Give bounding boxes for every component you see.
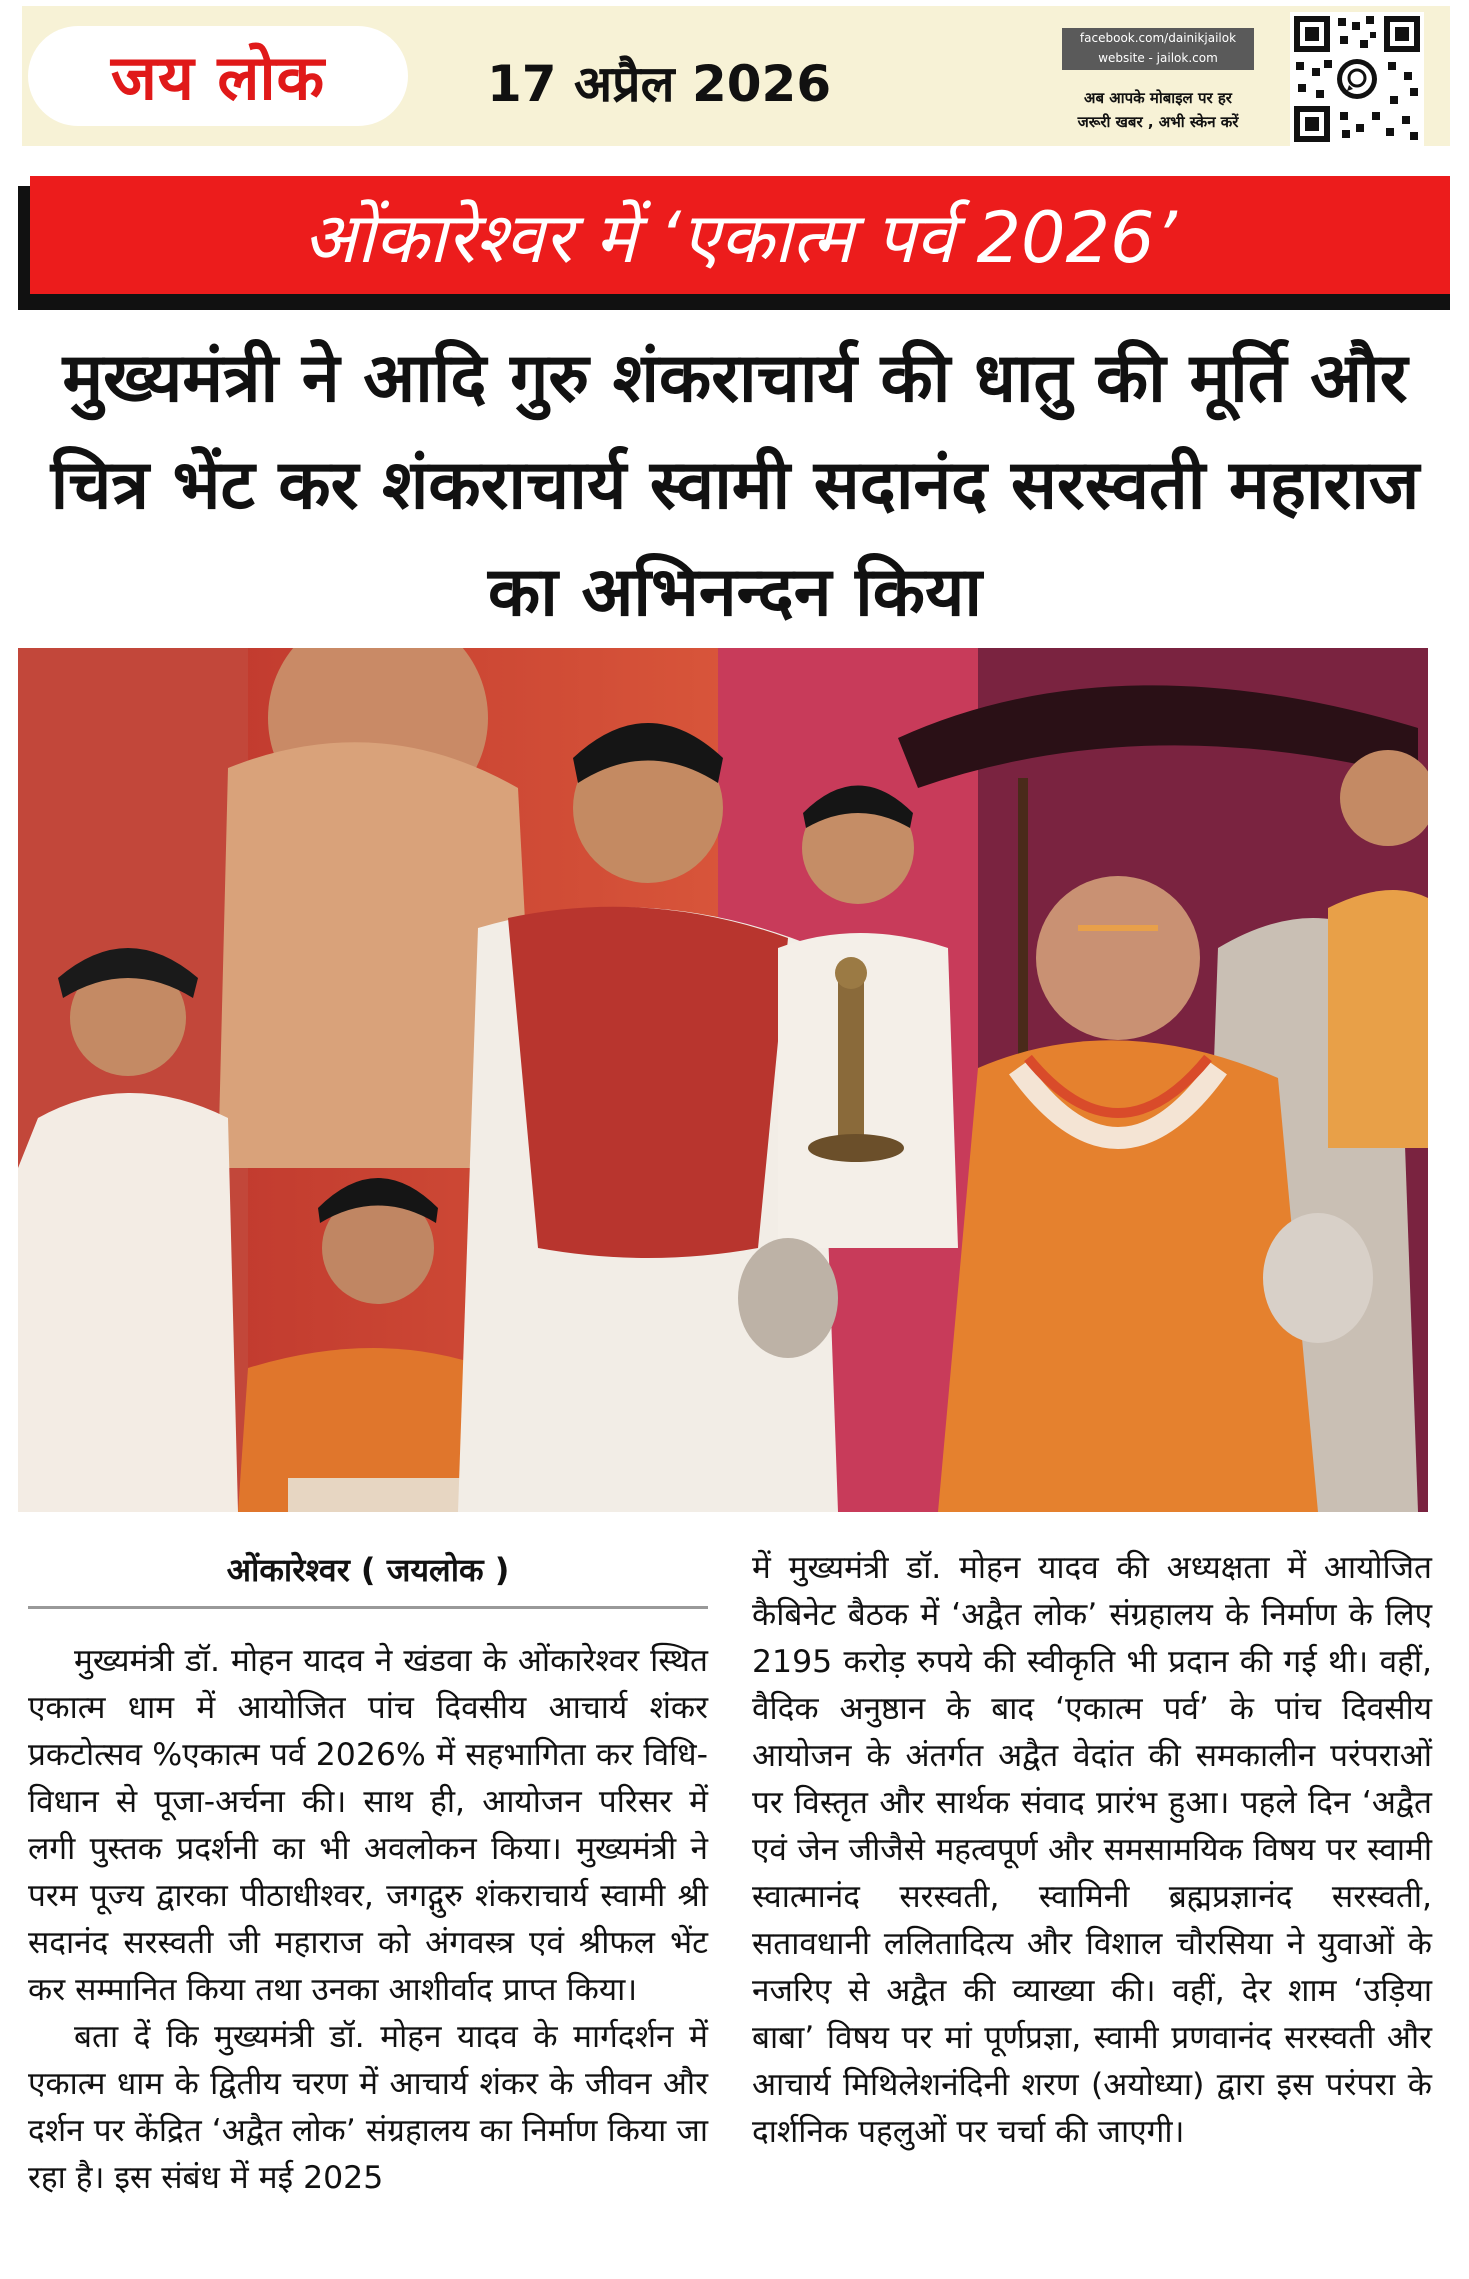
social-links[interactable] <box>1062 28 1254 70</box>
banner-title: ओंकारेश्वर में ‘एकात्म पर्व 2026’ <box>303 197 1177 279</box>
masthead <box>22 6 1450 146</box>
scan-caption-line2: जरूरी खबर , अभी स्केन करें <box>1077 113 1239 131</box>
newspaper-logo[interactable] <box>28 26 408 126</box>
article-paragraph: बता दें कि मुख्यमंत्री डॉ. मोहन यादव के मार्गदर्शन में एकात्म धाम के द्वितीय चरण में आचार्य शंकर के जीवन और दर्शन पर केंद्रित ‘अद्वैत लोक’ संग्रहालय का निर्माण किया जा रहा है। इस संबंध में मई 2025 <box>28 2019 708 2196</box>
article-paragraph: में मुख्यमंत्री डॉ. मोहन यादव की अध्यक्षता में आयोजित कैबिनेट बैठक में ‘अद्वैत लोक’ संग्रहालय के निर्माण के लिए 2195 करोड़ रुपये की स्वीकृति भी प्रदान की गई थी। वहीं, वैदिक अनुष्ठान के बाद ‘एकात्म पर्व’ के पांच दिवसीय आयोजन के अंतर्गत अद्वैत वेदांत की समकालीन परंपराओं पर विस्तृत और सार्थक संवाद प्रारंभ हुआ। पहले दिन ‘अद्वैत एवं जेन जीजैसे महत्वपूर्ण और समसामयिक विषय पर स्वामी स्वात्मानंद सरस्वती, स्वामिनी ब्रह्मप्रज्ञानंद सरस्वती, सतावधानी ललितादित्य और विशाल चौरसिया ने युवाओं के नजरिए से अद्वैत की व्याख्या की। वहीं, देर शाम ‘उड़िया बाबा’ विषय पर मां पूर्णप्रज्ञा, स्वामी प्रणवानंद सरस्वती और आचार्य मिथिलेशनंदिनी शरण (अयोध्या) द्वारा इस परंपरा के दार्शनिक पहलुओं पर चर्चा की जाएगी। <box>752 1550 1432 2150</box>
dateline-divider <box>28 1606 708 1609</box>
qr-code-icon[interactable] <box>1290 12 1424 146</box>
section-banner <box>30 176 1450 294</box>
scan-caption-line1: अब आपके मोबाइल पर हर <box>1084 89 1232 107</box>
issue-date: 17 अप्रैल 2026 <box>487 55 832 113</box>
article-photo[interactable] <box>18 648 1428 1512</box>
website-link[interactable]: website - jailok.com <box>1098 51 1218 65</box>
article-column-1 <box>28 1638 708 2202</box>
logo-text: जय लोक <box>110 41 326 114</box>
facebook-link[interactable]: facebook.com/dainikjailok <box>1079 31 1237 45</box>
article-dateline: ओंकारेश्वर ( जयलोक ) <box>226 1551 510 1589</box>
article-paragraph: मुख्यमंत्री डॉ. मोहन यादव ने खंडवा के ओंकारेश्वर स्थित एकात्म धाम में आयोजित पांच दिवसीय आचार्य शंकर प्रकटोत्सव %एकात्म पर्व 2026% में सहभागिता कर विधि-विधान से पूजा-अर्चना की। साथ ही, आयोजन परिसर में लगी पुस्तक प्रदर्शनी का भी अवलोकन किया। मुख्यमंत्री ने परम पूज्य द्वारका पीठाधीश्वर, जगद्गुरु शंकराचार्य स्वामी श्री सदानंद सरस्वती जी महाराज को अंगवस्त्र एवं श्रीफल भेंट कर सम्मानित किया तथा उनका आशीर्वाद प्राप्त किया। <box>28 1643 708 2008</box>
article-headline: मुख्यमंत्री ने आदि गुरु शंकराचार्य की धातु की मूर्ति और चित्र भेंट कर शंकराचार्य स्वामी सदानंद सरस्वती महाराज का अभिनन्दन किया <box>50 339 1420 632</box>
article-column-2 <box>752 1545 1432 2156</box>
scan-caption <box>1042 86 1274 134</box>
